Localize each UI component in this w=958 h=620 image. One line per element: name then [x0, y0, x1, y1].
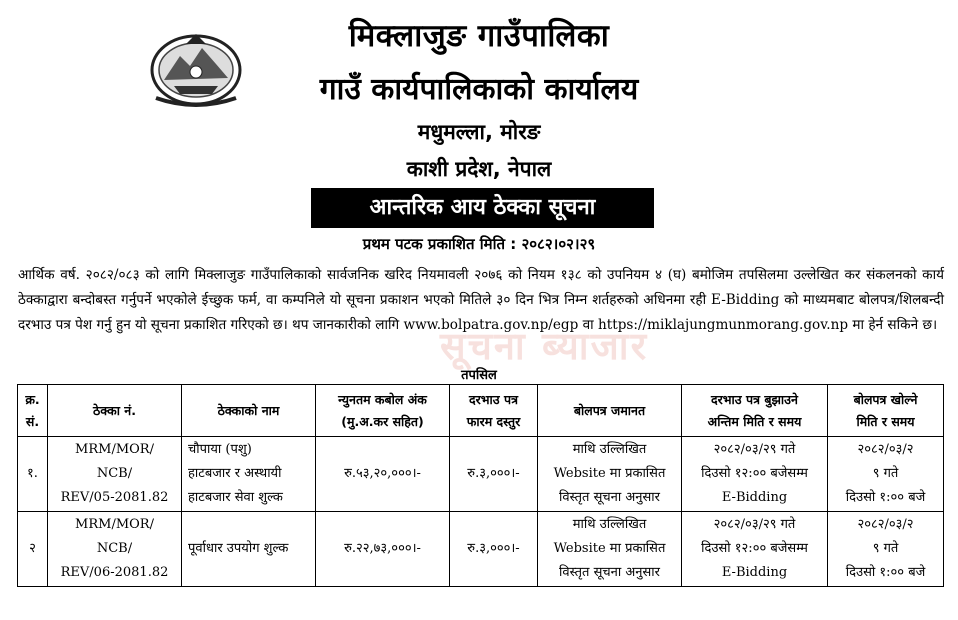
cell-opening — [828, 512, 944, 587]
cell-contract-name — [182, 437, 316, 512]
opening-line: २०८२/०३/२ — [857, 442, 914, 457]
table-row — [18, 437, 944, 512]
cell-sn: १. — [18, 437, 48, 512]
bid-bond-line: विस्तृत सूचना अनुसार — [559, 490, 660, 505]
opening-line: ९ गते — [872, 541, 899, 556]
cell-form-fee: रु.३,०००।- — [450, 437, 538, 512]
header-form-fee-line2: फारम दस्तुर — [466, 413, 521, 429]
cell-form-fee: रु.३,०००।- — [450, 512, 538, 587]
table-row — [18, 512, 944, 587]
bid-bond-line: विस्तृत सूचना अनुसार — [559, 565, 660, 580]
contract-name-line: हाटबजार र अस्थायी — [188, 466, 282, 481]
opening-line: दिउसो १:०० बजे — [845, 565, 926, 580]
cell-min-bid: रु.५३,२०,०००।- — [316, 437, 450, 512]
org-name: मिक्लाजुङ गाउँपालिका — [348, 18, 610, 54]
deadline-line: E-Bidding — [721, 490, 788, 505]
contract-no-line: NCB/ — [96, 541, 133, 556]
contract-no-line: MRM/MOR/ — [75, 442, 154, 457]
cell-opening — [828, 437, 944, 512]
header-sn: क्र. सं. — [18, 385, 48, 437]
contract-no-line: NCB/ — [96, 466, 133, 481]
header-deadline-line2: अन्तिम मिति र समय — [707, 413, 802, 429]
cell-contract-no — [48, 512, 182, 587]
header-bid-bond: बोलपत्र जमानत — [538, 385, 682, 437]
cell-contract-name: पूर्वाधार उपयोग शुल्क — [182, 512, 316, 587]
contract-no-line: REV/06-2081.82 — [60, 565, 169, 580]
notice-body: आर्थिक वर्ष. २०८२/०८३ को लागि मिक्लाजुङ गाउँपालिकाको सार्वजनिक खरिद नियमावली २०७६ को नियम १३८ को उपनियम ४ (घ) बमोजिम तपसिलमा उल्लेखित कर संकलनको कार्य ठेक्काद्वारा बन्दोबस्त गर्नुपर्ने भएकोले ईच्छुक फर्म, वा कम्पनिले यो सूचना प्रकाशन भएको मितिले ३० दिन भित्र निम्न शर्तहरुको अधिनमा रही E-Bidding को माध्यमबाट बोलपत्र/शिलबन्दी दरभाउ पत्र पेश गर्नु हुन यो सूचना प्रकाशित गरिएको छ। थप जानकारीको लागि www.bolpatra.gov.np/egp वा https://miklajungmunmorang.gov.np मा हेर्न सकिने छ। — [18, 267, 944, 333]
deadline-line: २०८२/०३/२९ गते — [713, 517, 796, 532]
schedule-label: तपसिल — [461, 368, 497, 383]
cell-bid-bond — [538, 512, 682, 587]
cell-deadline — [682, 512, 828, 587]
contract-name-line: चौपाया (पशु) — [188, 442, 252, 457]
watermark: सूचना ब्याजार — [440, 324, 649, 368]
header-form-fee-line1: दरभाउ पत्र — [469, 391, 518, 407]
contract-name-line: हाटबजार सेवा शुल्क — [188, 490, 283, 505]
header-form-fee — [450, 385, 538, 437]
opening-line: २०८२/०३/२ — [857, 517, 914, 532]
bid-bond-line: Website मा प्रकासित — [553, 466, 666, 481]
office-name: गाउँ कार्यपालिकाको कार्यालय — [319, 72, 639, 107]
bid-bond-line: Website मा प्रकासित — [553, 541, 666, 556]
cell-deadline — [682, 437, 828, 512]
deadline-line: दिउसो १२:०० बजेसम्म — [701, 466, 808, 481]
opening-line: दिउसो १:०० बजे — [845, 490, 926, 505]
cell-contract-no — [48, 437, 182, 512]
contract-no-line: MRM/MOR/ — [75, 517, 154, 532]
notice-title: आन्तरिक आय ठेक्का सूचना — [311, 188, 654, 228]
header-opening-line1: बोलपत्र खोल्ने — [853, 391, 918, 407]
cell-bid-bond — [538, 437, 682, 512]
table-header-row — [18, 385, 944, 437]
bid-bond-line: माथि उल्लिखित — [572, 517, 647, 532]
header-opening-line2: मिति र समय — [856, 413, 915, 429]
address: मधुमल्ला, मोरङ — [417, 120, 541, 144]
header-min-bid-line2: (मु.अ.कर सहित) — [341, 413, 424, 429]
deadline-line: E-Bidding — [721, 565, 788, 580]
header-opening — [828, 385, 944, 437]
deadline-line: २०८२/०३/२९ गते — [713, 442, 796, 457]
cell-min-bid: रु.२२,७३,०००।- — [316, 512, 450, 587]
publish-date: प्रथम पटक प्रकाशित मिति : २०८२।०२।२९ — [362, 235, 596, 253]
header-min-bid — [316, 385, 450, 437]
header-deadline-line1: दरभाउ पत्र बुझाउने — [711, 391, 798, 407]
header-deadline — [682, 385, 828, 437]
header-contract-no: ठेक्का नं. — [48, 385, 182, 437]
province: काशी प्रदेश, नेपाल — [406, 157, 552, 181]
cell-sn: २ — [18, 512, 48, 587]
deadline-line: दिउसो १२:०० बजेसम्म — [701, 541, 808, 556]
contract-no-line: REV/05-2081.82 — [60, 490, 169, 505]
opening-line: ९ गते — [872, 466, 899, 481]
header-min-bid-line1: न्युनतम कबोल अंक — [338, 391, 427, 407]
bid-bond-line: माथि उल्लिखित — [572, 442, 647, 457]
tender-table — [17, 384, 944, 587]
header-contract-name: ठेक्काको नाम — [182, 385, 316, 437]
